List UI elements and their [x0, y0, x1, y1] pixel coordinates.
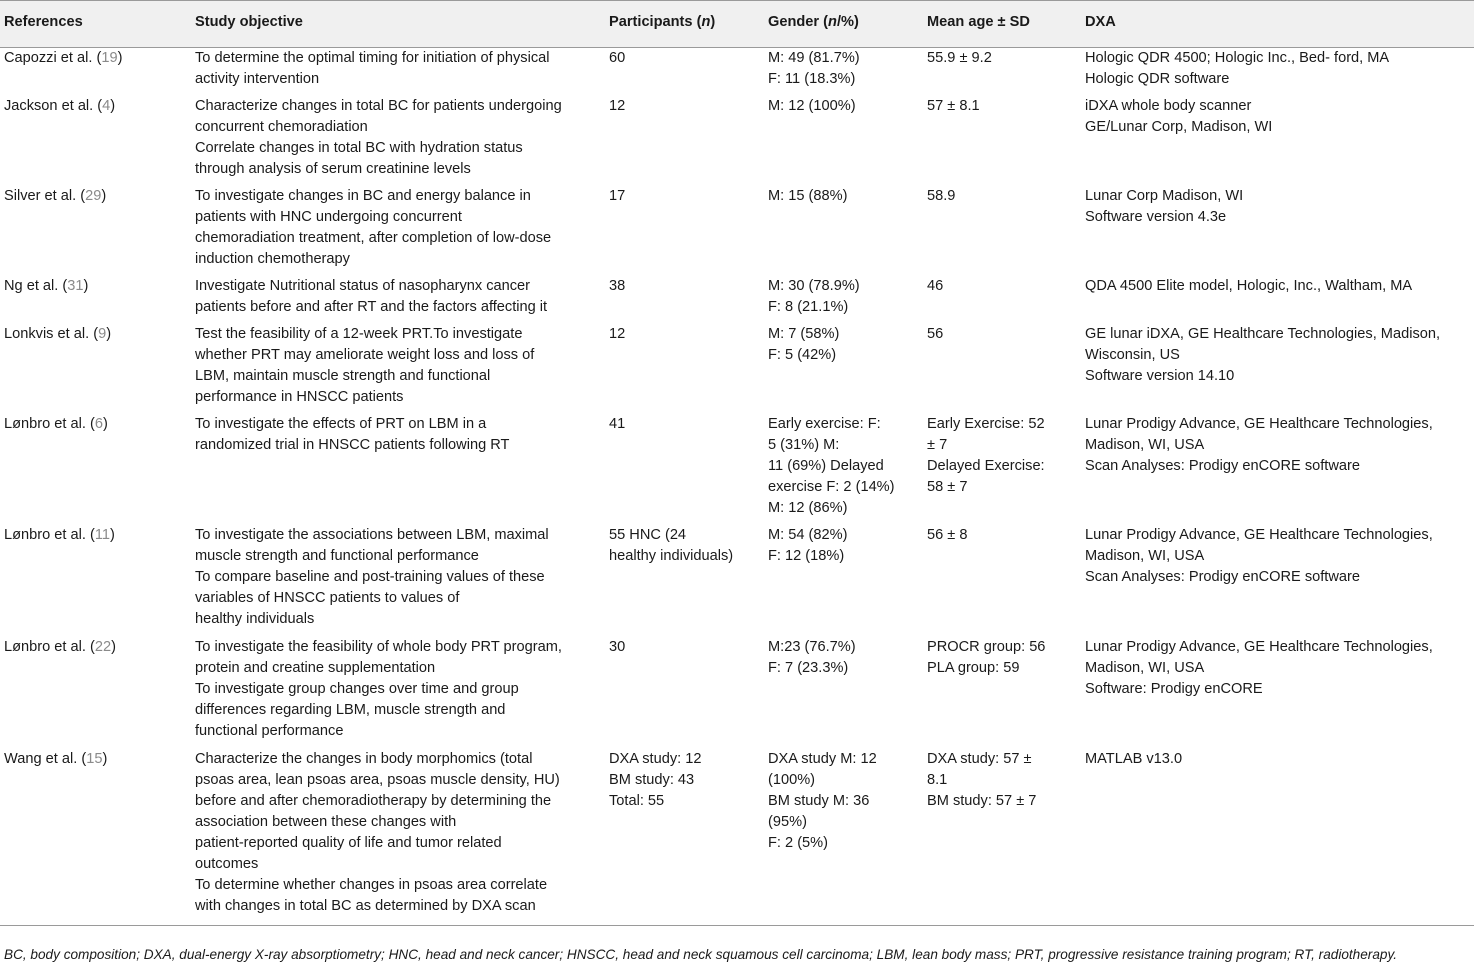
- reference-close: ): [117, 50, 123, 66]
- cell-line: F: 11 (18.3%): [768, 71, 856, 87]
- cell-line: 55.9 ± 9.2: [927, 50, 992, 66]
- reference-text: [4, 186, 191, 207]
- dxa-cell: [1081, 186, 1474, 276]
- reference-text: [4, 276, 191, 297]
- dxa-cell: [1081, 276, 1474, 324]
- reference-close: ): [110, 98, 116, 114]
- cell-line: 38: [609, 278, 626, 294]
- reference-close: ): [106, 326, 112, 342]
- cell-line: M: 54 (82%): [768, 527, 848, 543]
- header-participants-post: ): [710, 14, 716, 30]
- mean-age-cell: [923, 324, 1081, 414]
- dxa-cell: [1081, 525, 1474, 637]
- cell-line: To investigate group changes over time and group: [195, 681, 519, 697]
- cell-line: Software version 4.3e: [1085, 209, 1227, 225]
- cell-line: activity intervention: [195, 71, 320, 87]
- table-row: [0, 48, 1474, 97]
- cell-line: concurrent chemoradiation: [195, 119, 368, 135]
- table-body: [0, 48, 1474, 926]
- cell-line: M: 49 (81.7%): [768, 50, 860, 66]
- cell-line: 8.1: [927, 772, 948, 788]
- cell-line: QDA 4500 Elite model, Hologic, Inc., Waltham, MA: [1085, 278, 1413, 294]
- gender-cell: [764, 414, 923, 525]
- cell-line: To determine the optimal timing for initiation of physical: [195, 50, 550, 66]
- cell-line: association between these changes with: [195, 814, 457, 830]
- reference-close: ): [83, 278, 89, 294]
- table-row: [0, 525, 1474, 637]
- header-participants-pre: Participants (: [609, 14, 702, 30]
- mean-age-cell: [923, 186, 1081, 276]
- reference-text: [4, 749, 191, 770]
- participants-cell: [605, 525, 764, 637]
- cell-line: 57 ± 8.1: [927, 98, 980, 114]
- cell-line: Madison, WI, USA: [1085, 437, 1205, 453]
- table-row: [0, 414, 1474, 525]
- cell-line: Characterize the changes in body morphomics (total: [195, 751, 533, 767]
- cell-line: 5 (31%) M:: [768, 437, 840, 453]
- cell-line: 41: [609, 416, 626, 432]
- reference-cell: [0, 414, 191, 525]
- gender-cell: [764, 96, 923, 186]
- cell-line: (100%): [768, 772, 816, 788]
- reference-author: Wang et al. (: [4, 751, 87, 767]
- reference-text: [4, 96, 191, 117]
- cell-line: Software: Prodigy enCORE: [1085, 681, 1263, 697]
- study-objective-cell: [191, 749, 605, 926]
- study-objective-cell: [191, 48, 605, 97]
- cell-line: BM study: 57 ± 7: [927, 793, 1037, 809]
- reference-number-link[interactable]: 22: [94, 639, 112, 655]
- header-study-objective: Study objective: [191, 1, 605, 48]
- cell-line: 46: [927, 278, 944, 294]
- study-objective-cell: [191, 525, 605, 637]
- mean-age-cell: [923, 48, 1081, 97]
- cell-line: DXA study: 57 ±: [927, 751, 1032, 767]
- reference-number-link[interactable]: 19: [101, 50, 118, 66]
- mean-age-cell: [923, 276, 1081, 324]
- reference-cell: [0, 525, 191, 637]
- cell-line: differences regarding LBM, muscle strength and: [195, 702, 506, 718]
- cell-line: Early exercise: F:: [768, 416, 881, 432]
- reference-close: ): [110, 527, 115, 543]
- cell-line: F: 5 (42%): [768, 347, 837, 363]
- cell-line: PROCR group: 56: [927, 639, 1046, 655]
- header-participants: [605, 1, 764, 48]
- reference-cell: [0, 96, 191, 186]
- reference-close: ): [101, 188, 107, 204]
- participants-cell: [605, 186, 764, 276]
- cell-line: M: 12 (100%): [768, 98, 856, 114]
- cell-line: 55 HNC (24: [609, 527, 687, 543]
- cell-line: iDXA whole body scanner: [1085, 98, 1252, 114]
- cell-line: 58.9: [927, 188, 956, 204]
- table-row: [0, 186, 1474, 276]
- cell-line: Test the feasibility of a 12-week PRT.To investigate: [195, 326, 523, 342]
- cell-line: DXA study: 12: [609, 751, 702, 767]
- gender-cell: [764, 637, 923, 749]
- cell-line: Madison, WI, USA: [1085, 660, 1205, 676]
- cell-line: patients with HNC undergoing concurrent: [195, 209, 462, 225]
- dxa-cell: [1081, 324, 1474, 414]
- cell-line: 17: [609, 188, 626, 204]
- dxa-cell: [1081, 48, 1474, 97]
- reference-number-link[interactable]: 31: [67, 278, 84, 294]
- reference-number-link[interactable]: 11: [94, 527, 111, 543]
- cell-line: M: 15 (88%): [768, 188, 848, 204]
- cell-line: 12: [609, 98, 626, 114]
- participants-cell: [605, 324, 764, 414]
- cell-line: BM study M: 36: [768, 793, 870, 809]
- mean-age-cell: [923, 96, 1081, 186]
- cell-line: M: 30 (78.9%): [768, 278, 860, 294]
- cell-line: 56: [927, 326, 944, 342]
- participants-cell: [605, 276, 764, 324]
- cell-line: psoas area, lean psoas area, psoas muscle density, HU): [195, 772, 560, 788]
- cell-line: Scan Analyses: Prodigy enCORE software: [1085, 458, 1360, 474]
- cell-line: 58 ± 7: [927, 479, 968, 495]
- gender-cell: [764, 324, 923, 414]
- cell-line: Lunar Prodigy Advance, GE Healthcare Technologies,: [1085, 639, 1433, 655]
- header-gender-n: n: [828, 14, 837, 30]
- participants-cell: [605, 96, 764, 186]
- study-objective-cell: [191, 414, 605, 525]
- cell-line: M: 12 (86%): [768, 500, 848, 516]
- mean-age-cell: [923, 525, 1081, 637]
- reference-close: ): [102, 416, 108, 432]
- reference-number-link[interactable]: 4: [102, 98, 111, 114]
- cell-line: F: 8 (21.1%): [768, 299, 849, 315]
- reference-author: Lonkvis et al. (: [4, 326, 99, 342]
- cell-line: variables of HNSCC patients to values of: [195, 590, 460, 606]
- reference-author: Capozzi et al. (: [4, 50, 102, 66]
- cell-line: LBM, maintain muscle strength and functional: [195, 368, 491, 384]
- reference-author: Lønbro et al. (: [4, 639, 95, 655]
- cell-line: F: 7 (23.3%): [768, 660, 849, 676]
- cell-line: protein and creatine supplementation: [195, 660, 436, 676]
- participants-cell: [605, 48, 764, 97]
- cell-line: Hologic QDR 4500; Hologic Inc., Bed- ford, MA: [1085, 50, 1390, 66]
- reference-author: Lønbro et al. (: [4, 416, 95, 432]
- table-row: [0, 96, 1474, 186]
- cell-line: F: 2 (5%): [768, 835, 829, 851]
- gender-cell: [764, 48, 923, 97]
- reference-close: ): [111, 639, 116, 655]
- participants-cell: [605, 749, 764, 926]
- cell-line: Software version 14.10: [1085, 368, 1235, 384]
- cell-line: Lunar Prodigy Advance, GE Healthcare Technologies,: [1085, 416, 1433, 432]
- cell-line: Total: 55: [609, 793, 665, 809]
- cell-line: Delayed Exercise:: [927, 458, 1045, 474]
- gender-cell: [764, 525, 923, 637]
- cell-line: Early Exercise: 52: [927, 416, 1045, 432]
- table-row: [0, 324, 1474, 414]
- dxa-cell: [1081, 749, 1474, 926]
- reference-text: [4, 525, 191, 546]
- cell-line: Characterize changes in total BC for patients undergoing: [195, 98, 562, 114]
- cell-line: M:23 (76.7%): [768, 639, 856, 655]
- study-objective-cell: [191, 276, 605, 324]
- cell-line: with changes in total BC as determined by DXA scan: [195, 898, 536, 914]
- cell-line: To compare baseline and post-training values of these: [195, 569, 545, 585]
- reference-text: [4, 414, 191, 435]
- header-dxa: DXA: [1081, 1, 1474, 48]
- cell-line: Correlate changes in total BC with hydration status: [195, 140, 523, 156]
- header-gender-post: /%): [836, 14, 859, 30]
- gender-cell: [764, 749, 923, 926]
- cell-line: BM study: 43: [609, 772, 695, 788]
- reference-close: ): [102, 751, 108, 767]
- study-objective-cell: [191, 96, 605, 186]
- cell-line: ± 7: [927, 437, 948, 453]
- table-header: [0, 1, 1474, 48]
- cell-line: 12: [609, 326, 626, 342]
- study-objective-cell: [191, 637, 605, 749]
- cell-line: muscle strength and functional performance: [195, 548, 479, 564]
- cell-line: functional performance: [195, 723, 344, 739]
- cell-line: exercise F: 2 (14%): [768, 479, 895, 495]
- dxa-cell: [1081, 637, 1474, 749]
- cell-line: To investigate the effects of PRT on LBM in a: [195, 416, 487, 432]
- cell-line: Investigate Nutritional status of nasopharynx cancer: [195, 278, 531, 294]
- cell-line: To determine whether changes in psoas area correlate: [195, 877, 548, 893]
- reference-cell: [0, 48, 191, 97]
- cell-line: healthy individuals): [609, 548, 734, 564]
- reference-author: Silver et al. (: [4, 188, 86, 204]
- header-participants-n: n: [701, 14, 711, 30]
- cell-line: To investigate the associations between LBM, maximal: [195, 527, 549, 543]
- cell-line: (95%): [768, 814, 807, 830]
- table-footnote: BC, body composition; DXA, dual-energy X-ray absorptiometry; HNC, head and neck cancer; HNSCC, head and neck squamous cell carcinoma; LBM, lean body mass; PRT, progressive resistance training program; RT, radiotherapy.: [4, 947, 1398, 962]
- cell-line: outcomes: [195, 856, 259, 872]
- cell-line: DXA study M: 12: [768, 751, 877, 767]
- header-references: References: [0, 1, 191, 48]
- cell-line: patients before and after RT and the factors affecting it: [195, 299, 548, 315]
- reference-cell: [0, 276, 191, 324]
- cell-line: 60: [609, 50, 626, 66]
- cell-line: through analysis of serum creatinine levels: [195, 161, 471, 177]
- cell-line: M: 7 (58%): [768, 326, 840, 342]
- reference-number-link[interactable]: 6: [94, 416, 103, 432]
- reference-text: [4, 637, 191, 658]
- reference-cell: [0, 324, 191, 414]
- cell-line: Wisconsin, US: [1085, 347, 1180, 363]
- cell-line: before and after chemoradiotherapy by determining the: [195, 793, 552, 809]
- mean-age-cell: [923, 637, 1081, 749]
- cell-line: 11 (69%) Delayed: [768, 458, 884, 474]
- reference-number-link[interactable]: 15: [86, 751, 103, 767]
- dxa-cell: [1081, 96, 1474, 186]
- cell-line: PLA group: 59: [927, 660, 1020, 676]
- reference-author: Jackson et al. (: [4, 98, 103, 114]
- cell-line: Madison, WI, USA: [1085, 548, 1205, 564]
- cell-line: To investigate changes in BC and energy balance in: [195, 188, 531, 204]
- cell-line: GE lunar iDXA, GE Healthcare Technologies, Madison,: [1085, 326, 1441, 342]
- cell-line: Lunar Prodigy Advance, GE Healthcare Technologies,: [1085, 527, 1433, 543]
- gender-cell: [764, 186, 923, 276]
- cell-line: To investigate the feasibility of whole body PRT program,: [195, 639, 562, 655]
- reference-author: Ng et al. (: [4, 278, 68, 294]
- cell-line: GE/Lunar Corp, Madison, WI: [1085, 119, 1273, 135]
- reference-cell: [0, 186, 191, 276]
- table-row: [0, 637, 1474, 749]
- reference-cell: [0, 749, 191, 926]
- cell-line: Lunar Corp Madison, WI: [1085, 188, 1244, 204]
- cell-line: 56 ± 8: [927, 527, 968, 543]
- cell-line: healthy individuals: [195, 611, 315, 627]
- reference-text: [4, 324, 191, 345]
- dxa-cell: [1081, 414, 1474, 525]
- gender-cell: [764, 276, 923, 324]
- reference-number-link[interactable]: 9: [98, 326, 107, 342]
- mean-age-cell: [923, 749, 1081, 926]
- cell-line: performance in HNSCC patients: [195, 389, 404, 405]
- participants-cell: [605, 637, 764, 749]
- cell-line: induction chemotherapy: [195, 251, 350, 267]
- table-row: [0, 749, 1474, 926]
- cell-line: MATLAB v13.0: [1085, 751, 1183, 767]
- study-objective-cell: [191, 324, 605, 414]
- header-gender-pre: Gender (: [768, 14, 829, 30]
- cell-line: whether PRT may ameliorate weight loss and loss of: [195, 347, 535, 363]
- table-row: [0, 276, 1474, 324]
- cell-line: Scan Analyses: Prodigy enCORE software: [1085, 569, 1360, 585]
- study-objective-cell: [191, 186, 605, 276]
- cell-line: 30: [609, 639, 626, 655]
- mean-age-cell: [923, 414, 1081, 525]
- header-mean-age: Mean age ± SD: [923, 1, 1081, 48]
- header-gender: [764, 1, 923, 48]
- reference-number-link[interactable]: 29: [85, 188, 102, 204]
- cell-line: chemoradiation treatment, after completion of low-dose: [195, 230, 552, 246]
- reference-cell: [0, 637, 191, 749]
- cell-line: F: 12 (18%): [768, 548, 845, 564]
- reference-text: [4, 48, 191, 69]
- reference-author: Lønbro et al. (: [4, 527, 95, 543]
- cell-line: Hologic QDR software: [1085, 71, 1230, 87]
- participants-cell: [605, 414, 764, 525]
- cell-line: patient-reported quality of life and tumor related: [195, 835, 502, 851]
- cell-line: randomized trial in HNSCC patients following RT: [195, 437, 510, 453]
